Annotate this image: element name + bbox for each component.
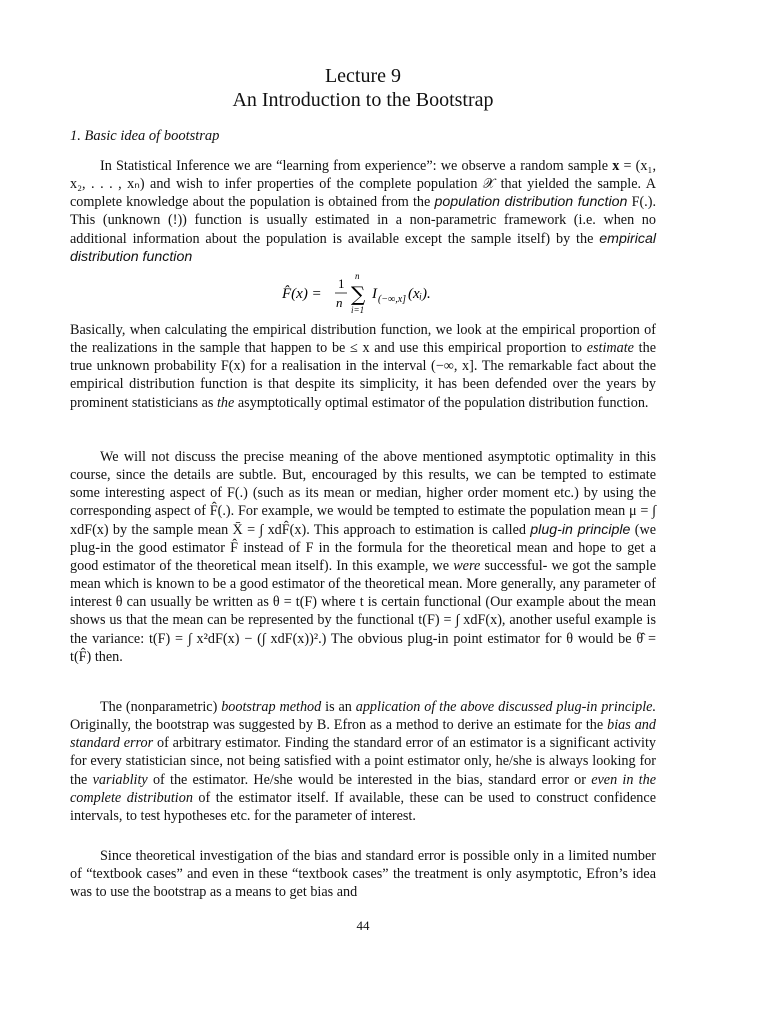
text-run: of the estimator itself. If available, these can be used to construct confidence intervals, to test hypotheses etc. for the parameter of interest.: [70, 789, 656, 824]
eq-indicator-sub: (−∞,x]: [378, 294, 407, 305]
paragraph-intro: [70, 157, 656, 266]
section-heading: 1. Basic idea of bootstrap: [70, 128, 220, 144]
text-run: In Statistical Inference we are “learning from experience”: we observe a random sample: [100, 158, 613, 174]
text-run: Basically, when calculating the empirical distribution function, we look at the empirical proportion of the realizations in the sample that happen to be ≤ x and use this empirical proportion to: [70, 322, 656, 357]
emph-bias-standard-error: bias and standard error: [70, 717, 656, 752]
term-population-distribution: population distribution function: [434, 194, 628, 211]
eq-argument: (xᵢ).: [408, 286, 431, 302]
text-run: F(.). This (unknown (!)) function is usually estimated in a non-parametric framework (i.e. when no additional information about the population is available except the sample itself) by the: [70, 194, 657, 247]
emph-estimate: estimate: [586, 340, 634, 357]
text-run: = (x₁, x₂, . . . , xₙ) and wish to infer properties of the complete population 𝒳 that yielded the sample. A complete knowledge about the population is obtained from the: [70, 158, 656, 211]
text-run: Originally, the bootstrap was suggested by B. Efron as a method to derive an estimate for the: [70, 717, 608, 734]
text-run: We will not discuss the precise meaning of the above mentioned asymptotic optimality in this course, since the details are subtle. But, encouraged by this results, we can be tempted to estimate some interesting aspect of F(.) (such as its mean or median, higher order moment etc.) by using the corresponding aspect of F̂(.). For example, we would be tempted to estimate the population mean μ = ∫ xdF(x) by the sample mean X̄ = ∫ xdF̂(x). This approach to estimation is called: [70, 449, 656, 538]
bold-x: x: [612, 158, 620, 174]
term-plug-in-principle: plug-in principle: [530, 521, 631, 538]
paragraph-plug-in: [70, 448, 656, 666]
eq-sum-symbol: ∑: [351, 282, 366, 306]
emph-variability: variablity: [92, 771, 148, 788]
text-run: the true unknown probability F(x) for a realisation in the interval (−∞, x]. The remarkable fact about the empirical distribution function is that despite its simplicity, it has been defended over the years by prominent statisticians as: [70, 340, 656, 411]
emph-the: the: [216, 394, 235, 411]
text-run: Since theoretical investigation of the bias and standard error is possible only in a limited number of “textbook cases” and even in these “textbook cases” the treatment is only asymptotic, Efron’s idea was to use the bootstrap as a means to get bias and: [70, 848, 656, 901]
text-run: is an: [321, 699, 356, 715]
emph-application: application of the above discussed plug-in principle.: [355, 699, 656, 715]
text-run: of the estimator. He/she would be interested in the bias, standard error or: [147, 771, 592, 788]
page: [70, 0, 656, 1024]
eq-sum-top: n: [355, 274, 360, 281]
text-run: (we plug-in the good estimator F̂ instead of F in the formula for the theoretical mean and hope to get a good estimator of the theoretical mean itself). In this example, we: [70, 521, 656, 574]
lecture-number: Lecture 9: [324, 65, 402, 87]
paragraph-empirical: [70, 321, 656, 412]
text-run: The (nonparametric): [100, 699, 222, 715]
emph-were: were: [453, 557, 481, 574]
term-empirical-distribution: empirical distribution function: [70, 230, 656, 265]
text-run: of arbitrary estimator. Finding the standard error of an estimator is a significant activity for every statistician since, not being satisfied with a point estimator only, he/she is always looking for the: [70, 735, 656, 788]
lecture-title: An Introduction to the Bootstrap: [232, 89, 494, 111]
text-run: asymptotically optimal estimator of the population distribution function.: [234, 394, 649, 411]
eq-lhs: F̂(x) =: [282, 286, 322, 302]
page-number: 44: [356, 918, 370, 933]
eq-frac-num: 1: [338, 276, 345, 291]
eq-sum-bottom: i=1: [351, 305, 365, 314]
eq-frac-den: n: [336, 295, 343, 310]
text-run: successful- we got the sample mean which is known to be a good estimator of the theoretical mean. More generally, any parameter of interest θ can usually be written as θ = t(F) where t is certain functional (Our example about the mean shows us that the mean can be represented by the functional t(F) = ∫ xdF(x), another useful example is the variance: t(F) = ∫ x²dF(x) − (∫ xdF(x))².) The obvious plug-in point estimator for θ would be θ̂ = t(F̂) then.: [70, 557, 657, 665]
eq-indicator: I: [372, 286, 377, 302]
paragraph-theoretical: [70, 847, 656, 901]
emph-bootstrap-method: bootstrap method: [221, 699, 322, 715]
emph-complete-distribution: even in the complete distribution: [70, 771, 656, 806]
empirical-distribution-equation: [70, 274, 656, 314]
paragraph-bootstrap-method: [70, 698, 656, 825]
